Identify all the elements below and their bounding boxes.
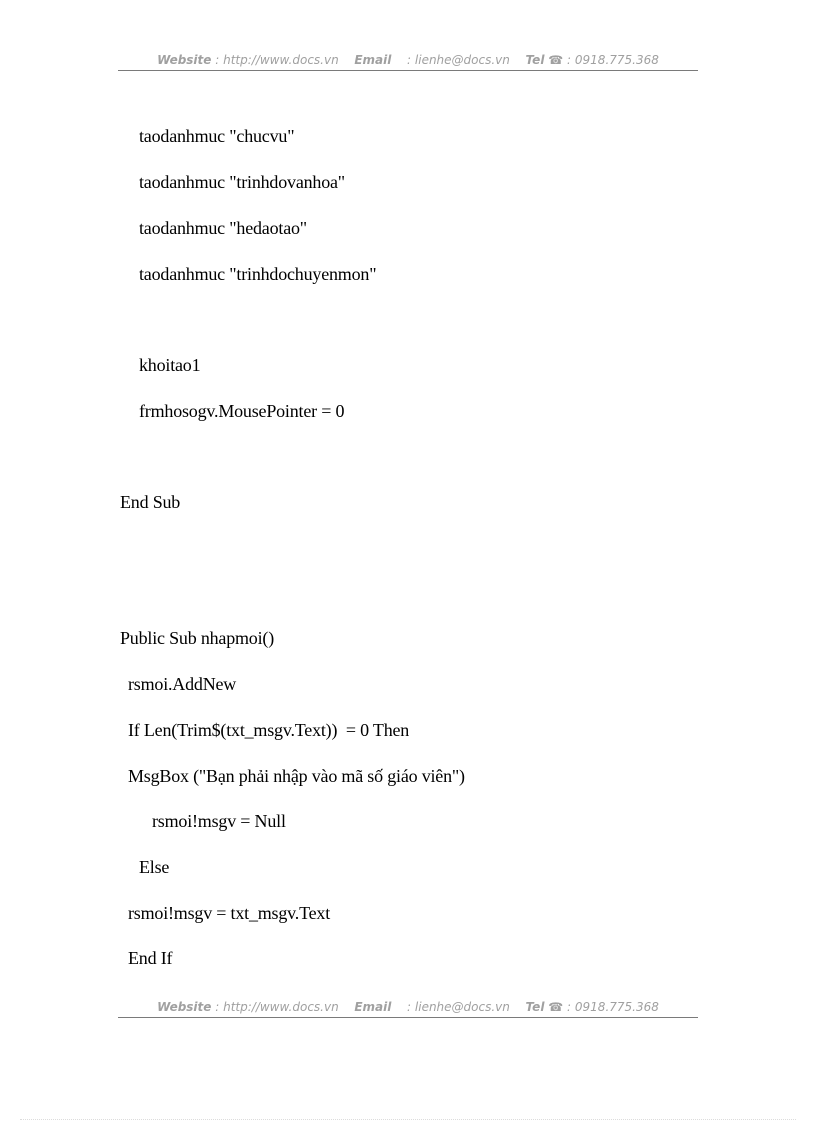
code-line: rsmoi!msgv = Null xyxy=(152,811,286,831)
phone-icon: ☎ xyxy=(548,1000,564,1014)
footer-tel-value: : 0918.775.368 xyxy=(567,1000,659,1014)
code-line: MsgBox ("Bạn phải nhập vào mã số giáo viên") xyxy=(128,766,465,786)
header-tel-value: : 0918.775.368 xyxy=(567,53,659,67)
page-header xyxy=(118,52,698,71)
footer-website-label: Website xyxy=(157,1000,212,1014)
header-email-value: : lienhe@docs.vn xyxy=(407,53,510,67)
code-line: taodanhmuc "trinhdochuyenmon" xyxy=(139,264,377,284)
code-line: taodanhmuc "hedaotao" xyxy=(139,218,307,238)
code-line: End Sub xyxy=(120,492,181,512)
code-line: Else xyxy=(139,857,170,877)
code-line: If Len(Trim$(txt_msgv.Text)) = 0 Then xyxy=(128,720,410,740)
code-line: rsmoi!msgv = txt_msgv.Text xyxy=(128,903,331,923)
code-line: khoitao1 xyxy=(139,355,201,375)
footer-tel-label: Tel xyxy=(525,1000,545,1014)
header-website-value: : http://www.docs.vn xyxy=(215,53,339,67)
footer-email-value: : lienhe@docs.vn xyxy=(407,1000,510,1014)
code-line: frmhosogv.MousePointer = 0 xyxy=(139,401,345,421)
header-website-label: Website xyxy=(157,53,212,67)
header-email-label: Email xyxy=(354,53,392,67)
code-line: taodanhmuc "chucvu" xyxy=(139,126,295,146)
phone-icon: ☎ xyxy=(548,53,564,67)
code-line: taodanhmuc "trinhdovanhoa" xyxy=(139,172,345,192)
code-line: Public Sub nhapmoi() xyxy=(120,628,274,648)
footer-email-label: Email xyxy=(354,1000,392,1014)
page-edge-divider xyxy=(20,1119,796,1120)
header-tel-label: Tel xyxy=(525,53,545,67)
code-line: rsmoi.AddNew xyxy=(128,674,237,694)
page-footer xyxy=(118,999,698,1018)
footer-website-value: : http://www.docs.vn xyxy=(215,1000,339,1014)
code-line: End If xyxy=(128,948,173,968)
